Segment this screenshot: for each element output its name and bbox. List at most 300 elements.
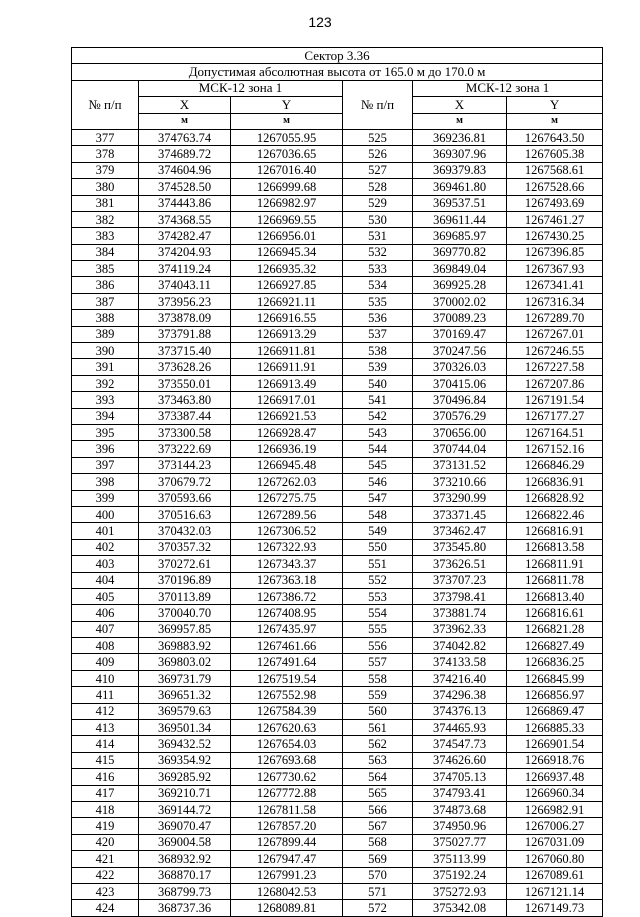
x-right-cell: 374376.13 <box>413 703 507 719</box>
num-left-cell: 387 <box>72 293 139 309</box>
x-right-cell: 375272.93 <box>413 883 507 899</box>
table-row <box>72 146 603 162</box>
y-left-cell: 1267857.20 <box>231 818 343 834</box>
num-left-cell: 402 <box>72 539 139 555</box>
num-right-cell: 550 <box>343 539 413 555</box>
table-row <box>72 490 603 506</box>
num-left-cell: 386 <box>72 277 139 293</box>
x-left-cell: 369651.32 <box>139 687 231 703</box>
x-right-cell: 373626.51 <box>413 556 507 572</box>
num-right-cell: 526 <box>343 146 413 162</box>
num-left-cell: 388 <box>72 310 139 326</box>
x-left-cell: 374528.50 <box>139 179 231 195</box>
x-right-cell: 370744.04 <box>413 441 507 457</box>
y-left-cell: 1267654.03 <box>231 736 343 752</box>
num-left-cell: 396 <box>72 441 139 457</box>
col-num-right: № п/п <box>343 80 413 129</box>
table-row <box>72 720 603 736</box>
y-right-cell: 1266827.49 <box>507 638 603 654</box>
x-left-cell: 374604.96 <box>139 162 231 178</box>
table-row <box>72 277 603 293</box>
x-left-cell: 368799.73 <box>139 883 231 899</box>
num-right-cell: 538 <box>343 343 413 359</box>
table-row <box>72 687 603 703</box>
y-left-cell: 1267584.39 <box>231 703 343 719</box>
x-left-cell: 369501.34 <box>139 720 231 736</box>
num-left-cell: 384 <box>72 244 139 260</box>
num-right-cell: 541 <box>343 392 413 408</box>
y-right-cell: 1267461.27 <box>507 211 603 227</box>
height-range: Допустимая абсолютная высота от 165.0 м до 170.0 м <box>72 64 603 80</box>
x-right-cell: 370415.06 <box>413 375 507 391</box>
x-right-cell: 369925.28 <box>413 277 507 293</box>
num-left-cell: 406 <box>72 605 139 621</box>
y-right-cell: 1266937.48 <box>507 769 603 785</box>
num-right-cell: 557 <box>343 654 413 670</box>
x-right-cell: 373881.74 <box>413 605 507 621</box>
x-right-cell: 374296.38 <box>413 687 507 703</box>
num-right-cell: 562 <box>343 736 413 752</box>
x-right-cell: 374873.68 <box>413 801 507 817</box>
y-right-cell: 1267227.58 <box>507 359 603 375</box>
y-left-cell: 1267519.54 <box>231 670 343 686</box>
y-right-cell: 1266816.91 <box>507 523 603 539</box>
x-right-cell: 374547.73 <box>413 736 507 752</box>
col-system-left: МСК-12 зона 1 <box>139 80 343 96</box>
x-left-cell: 368932.92 <box>139 851 231 867</box>
col-x-left: X <box>139 97 231 113</box>
coordinates-table <box>71 47 603 917</box>
y-right-cell: 1266901.54 <box>507 736 603 752</box>
table-row <box>72 244 603 260</box>
table-row <box>72 162 603 178</box>
x-left-cell: 374043.11 <box>139 277 231 293</box>
num-right-cell: 571 <box>343 883 413 899</box>
x-right-cell: 370089.23 <box>413 310 507 326</box>
x-left-cell: 373300.58 <box>139 424 231 440</box>
x-right-cell: 369379.83 <box>413 162 507 178</box>
unit-x-right: м <box>413 113 507 129</box>
x-left-cell: 373628.26 <box>139 359 231 375</box>
y-right-cell: 1267430.25 <box>507 228 603 244</box>
x-left-cell: 368870.17 <box>139 867 231 883</box>
x-left-cell: 373878.09 <box>139 310 231 326</box>
x-left-cell: 370679.72 <box>139 474 231 490</box>
y-right-cell: 1267152.16 <box>507 441 603 457</box>
y-left-cell: 1267386.72 <box>231 588 343 604</box>
num-left-cell: 417 <box>72 785 139 801</box>
y-left-cell: 1267620.63 <box>231 720 343 736</box>
y-right-cell: 1267207.86 <box>507 375 603 391</box>
x-left-cell: 370593.66 <box>139 490 231 506</box>
table-row <box>72 834 603 850</box>
col-y-right: Y <box>507 97 603 113</box>
y-left-cell: 1267693.68 <box>231 752 343 768</box>
num-right-cell: 531 <box>343 228 413 244</box>
num-left-cell: 378 <box>72 146 139 162</box>
x-left-cell: 369070.47 <box>139 818 231 834</box>
y-right-cell: 1267246.55 <box>507 343 603 359</box>
table-row <box>72 523 603 539</box>
num-left-cell: 419 <box>72 818 139 834</box>
y-left-cell: 1266928.47 <box>231 424 343 440</box>
x-right-cell: 374705.13 <box>413 769 507 785</box>
num-left-cell: 393 <box>72 392 139 408</box>
y-right-cell: 1267367.93 <box>507 261 603 277</box>
y-right-cell: 1267289.70 <box>507 310 603 326</box>
y-left-cell: 1266913.49 <box>231 375 343 391</box>
x-left-cell: 369354.92 <box>139 752 231 768</box>
num-right-cell: 529 <box>343 195 413 211</box>
x-right-cell: 369685.97 <box>413 228 507 244</box>
y-right-cell: 1267341.41 <box>507 277 603 293</box>
y-left-cell: 1266945.34 <box>231 244 343 260</box>
y-left-cell: 1267899.44 <box>231 834 343 850</box>
unit-y-right: м <box>507 113 603 129</box>
num-right-cell: 561 <box>343 720 413 736</box>
y-right-cell: 1266846.29 <box>507 457 603 473</box>
y-left-cell: 1267947.47 <box>231 851 343 867</box>
num-left-cell: 379 <box>72 162 139 178</box>
y-right-cell: 1266836.91 <box>507 474 603 490</box>
y-right-cell: 1267396.85 <box>507 244 603 260</box>
x-left-cell: 373550.01 <box>139 375 231 391</box>
table-row <box>72 638 603 654</box>
y-left-cell: 1266969.55 <box>231 211 343 227</box>
x-right-cell: 370496.84 <box>413 392 507 408</box>
num-right-cell: 549 <box>343 523 413 539</box>
y-left-cell: 1267730.62 <box>231 769 343 785</box>
num-right-cell: 555 <box>343 621 413 637</box>
y-right-cell: 1267089.61 <box>507 867 603 883</box>
num-right-cell: 533 <box>343 261 413 277</box>
y-left-cell: 1266999.68 <box>231 179 343 195</box>
x-left-cell: 374689.72 <box>139 146 231 162</box>
x-left-cell: 370272.61 <box>139 556 231 572</box>
x-right-cell: 369236.81 <box>413 129 507 145</box>
sector-title: Сектор 3.36 <box>72 48 603 64</box>
x-right-cell: 370002.02 <box>413 293 507 309</box>
y-right-cell: 1267031.09 <box>507 834 603 850</box>
x-right-cell: 375027.77 <box>413 834 507 850</box>
num-right-cell: 544 <box>343 441 413 457</box>
y-right-cell: 1266885.33 <box>507 720 603 736</box>
y-left-cell: 1266982.97 <box>231 195 343 211</box>
num-left-cell: 403 <box>72 556 139 572</box>
num-right-cell: 551 <box>343 556 413 572</box>
y-left-cell: 1266913.29 <box>231 326 343 342</box>
y-right-cell: 1267191.54 <box>507 392 603 408</box>
num-right-cell: 528 <box>343 179 413 195</box>
x-left-cell: 370196.89 <box>139 572 231 588</box>
num-right-cell: 554 <box>343 605 413 621</box>
num-right-cell: 536 <box>343 310 413 326</box>
x-left-cell: 373387.44 <box>139 408 231 424</box>
y-right-cell: 1266813.58 <box>507 539 603 555</box>
num-left-cell: 400 <box>72 506 139 522</box>
table-row <box>72 785 603 801</box>
y-left-cell: 1267772.88 <box>231 785 343 801</box>
x-left-cell: 373144.23 <box>139 457 231 473</box>
num-left-cell: 411 <box>72 687 139 703</box>
x-left-cell: 373715.40 <box>139 343 231 359</box>
table-row <box>72 474 603 490</box>
num-left-cell: 409 <box>72 654 139 670</box>
num-right-cell: 545 <box>343 457 413 473</box>
num-left-cell: 424 <box>72 900 139 916</box>
num-right-cell: 548 <box>343 506 413 522</box>
x-right-cell: 370576.29 <box>413 408 507 424</box>
y-left-cell: 1267435.97 <box>231 621 343 637</box>
col-num-left: № п/п <box>72 80 139 129</box>
y-left-cell: 1267991.23 <box>231 867 343 883</box>
table-row <box>72 457 603 473</box>
table-row <box>72 326 603 342</box>
col-system-right: МСК-12 зона 1 <box>413 80 603 96</box>
y-right-cell: 1267316.34 <box>507 293 603 309</box>
num-left-cell: 414 <box>72 736 139 752</box>
num-right-cell: 570 <box>343 867 413 883</box>
y-left-cell: 1266916.55 <box>231 310 343 326</box>
table-row <box>72 736 603 752</box>
table-row <box>72 424 603 440</box>
num-right-cell: 534 <box>343 277 413 293</box>
x-right-cell: 373545.80 <box>413 539 507 555</box>
x-right-cell: 370656.00 <box>413 424 507 440</box>
x-right-cell: 373462.47 <box>413 523 507 539</box>
y-right-cell: 1266982.91 <box>507 801 603 817</box>
y-right-cell: 1267568.61 <box>507 162 603 178</box>
table-row <box>72 261 603 277</box>
table-row <box>72 539 603 555</box>
num-right-cell: 525 <box>343 129 413 145</box>
num-right-cell: 558 <box>343 670 413 686</box>
x-right-cell: 375342.08 <box>413 900 507 916</box>
y-left-cell: 1267055.95 <box>231 129 343 145</box>
y-right-cell: 1266816.61 <box>507 605 603 621</box>
num-left-cell: 413 <box>72 720 139 736</box>
x-left-cell: 374204.93 <box>139 244 231 260</box>
x-left-cell: 370432.03 <box>139 523 231 539</box>
num-left-cell: 421 <box>72 851 139 867</box>
table-row <box>72 506 603 522</box>
num-right-cell: 543 <box>343 424 413 440</box>
y-right-cell: 1267164.51 <box>507 424 603 440</box>
y-right-cell: 1267006.27 <box>507 818 603 834</box>
x-left-cell: 373956.23 <box>139 293 231 309</box>
x-right-cell: 373962.33 <box>413 621 507 637</box>
table-row <box>72 375 603 391</box>
y-right-cell: 1266821.28 <box>507 621 603 637</box>
y-left-cell: 1267343.37 <box>231 556 343 572</box>
x-left-cell: 368737.36 <box>139 900 231 916</box>
y-left-cell: 1266911.81 <box>231 343 343 359</box>
num-right-cell: 552 <box>343 572 413 588</box>
table-row <box>72 588 603 604</box>
table-row <box>72 605 603 621</box>
y-right-cell: 1267643.50 <box>507 129 603 145</box>
y-left-cell: 1266921.53 <box>231 408 343 424</box>
num-right-cell: 572 <box>343 900 413 916</box>
num-left-cell: 380 <box>72 179 139 195</box>
num-left-cell: 415 <box>72 752 139 768</box>
table-row <box>72 556 603 572</box>
y-right-cell: 1266811.91 <box>507 556 603 572</box>
y-left-cell: 1267036.65 <box>231 146 343 162</box>
x-right-cell: 369849.04 <box>413 261 507 277</box>
y-left-cell: 1268042.53 <box>231 883 343 899</box>
x-left-cell: 370113.89 <box>139 588 231 604</box>
table-row <box>72 572 603 588</box>
x-right-cell: 369461.80 <box>413 179 507 195</box>
num-left-cell: 410 <box>72 670 139 686</box>
y-left-cell: 1266945.48 <box>231 457 343 473</box>
y-right-cell: 1266960.34 <box>507 785 603 801</box>
x-right-cell: 374950.96 <box>413 818 507 834</box>
table-row <box>72 654 603 670</box>
table-row <box>72 818 603 834</box>
num-right-cell: 542 <box>343 408 413 424</box>
num-left-cell: 399 <box>72 490 139 506</box>
x-right-cell: 374216.40 <box>413 670 507 686</box>
y-right-cell: 1266869.47 <box>507 703 603 719</box>
x-right-cell: 373131.52 <box>413 457 507 473</box>
y-left-cell: 1268089.81 <box>231 900 343 916</box>
num-left-cell: 377 <box>72 129 139 145</box>
y-left-cell: 1266956.01 <box>231 228 343 244</box>
x-left-cell: 374282.47 <box>139 228 231 244</box>
x-left-cell: 370040.70 <box>139 605 231 621</box>
num-right-cell: 569 <box>343 851 413 867</box>
x-right-cell: 374133.58 <box>413 654 507 670</box>
y-right-cell: 1266813.40 <box>507 588 603 604</box>
y-left-cell: 1266935.32 <box>231 261 343 277</box>
table-row <box>72 752 603 768</box>
table-row <box>72 801 603 817</box>
num-left-cell: 420 <box>72 834 139 850</box>
y-right-cell: 1266828.92 <box>507 490 603 506</box>
unit-y-left: м <box>231 113 343 129</box>
num-right-cell: 547 <box>343 490 413 506</box>
y-left-cell: 1267461.66 <box>231 638 343 654</box>
num-left-cell: 401 <box>72 523 139 539</box>
y-left-cell: 1266911.91 <box>231 359 343 375</box>
y-left-cell: 1266917.01 <box>231 392 343 408</box>
x-right-cell: 369307.96 <box>413 146 507 162</box>
x-right-cell: 375192.24 <box>413 867 507 883</box>
x-right-cell: 373210.66 <box>413 474 507 490</box>
x-left-cell: 374443.86 <box>139 195 231 211</box>
y-right-cell: 1266811.78 <box>507 572 603 588</box>
x-right-cell: 373798.41 <box>413 588 507 604</box>
table-row <box>72 179 603 195</box>
x-right-cell: 369770.82 <box>413 244 507 260</box>
y-right-cell: 1267060.80 <box>507 851 603 867</box>
num-left-cell: 398 <box>72 474 139 490</box>
y-right-cell: 1267149.73 <box>507 900 603 916</box>
num-left-cell: 382 <box>72 211 139 227</box>
x-right-cell: 374042.82 <box>413 638 507 654</box>
num-left-cell: 395 <box>72 424 139 440</box>
num-right-cell: 559 <box>343 687 413 703</box>
table-row <box>72 408 603 424</box>
table-row <box>72 621 603 637</box>
y-left-cell: 1267306.52 <box>231 523 343 539</box>
num-left-cell: 394 <box>72 408 139 424</box>
x-right-cell: 373371.45 <box>413 506 507 522</box>
y-left-cell: 1266921.11 <box>231 293 343 309</box>
y-right-cell: 1267493.69 <box>507 195 603 211</box>
num-left-cell: 404 <box>72 572 139 588</box>
table-row <box>72 211 603 227</box>
num-left-cell: 381 <box>72 195 139 211</box>
y-left-cell: 1267408.95 <box>231 605 343 621</box>
x-right-cell: 370247.56 <box>413 343 507 359</box>
x-left-cell: 369004.58 <box>139 834 231 850</box>
num-right-cell: 539 <box>343 359 413 375</box>
table-row <box>72 883 603 899</box>
x-right-cell: 374465.93 <box>413 720 507 736</box>
x-left-cell: 373463.80 <box>139 392 231 408</box>
num-right-cell: 527 <box>343 162 413 178</box>
num-right-cell: 532 <box>343 244 413 260</box>
x-right-cell: 373707.23 <box>413 572 507 588</box>
x-left-cell: 369144.72 <box>139 801 231 817</box>
y-left-cell: 1267289.56 <box>231 506 343 522</box>
x-left-cell: 369579.63 <box>139 703 231 719</box>
num-right-cell: 537 <box>343 326 413 342</box>
y-right-cell: 1267177.27 <box>507 408 603 424</box>
y-left-cell: 1267016.40 <box>231 162 343 178</box>
y-right-cell: 1267605.38 <box>507 146 603 162</box>
num-left-cell: 385 <box>72 261 139 277</box>
y-left-cell: 1267275.75 <box>231 490 343 506</box>
table-row <box>72 310 603 326</box>
num-right-cell: 553 <box>343 588 413 604</box>
num-right-cell: 535 <box>343 293 413 309</box>
y-left-cell: 1266927.85 <box>231 277 343 293</box>
y-left-cell: 1267363.18 <box>231 572 343 588</box>
num-right-cell: 530 <box>343 211 413 227</box>
num-right-cell: 568 <box>343 834 413 850</box>
y-left-cell: 1267811.58 <box>231 801 343 817</box>
y-right-cell: 1266856.97 <box>507 687 603 703</box>
num-left-cell: 383 <box>72 228 139 244</box>
table-row <box>72 441 603 457</box>
unit-x-left: м <box>139 113 231 129</box>
num-left-cell: 389 <box>72 326 139 342</box>
num-left-cell: 422 <box>72 867 139 883</box>
x-left-cell: 374763.74 <box>139 129 231 145</box>
table-row <box>72 359 603 375</box>
num-left-cell: 408 <box>72 638 139 654</box>
x-left-cell: 373791.88 <box>139 326 231 342</box>
num-left-cell: 423 <box>72 883 139 899</box>
num-left-cell: 407 <box>72 621 139 637</box>
table-row <box>72 228 603 244</box>
num-right-cell: 566 <box>343 801 413 817</box>
table-row <box>72 343 603 359</box>
num-right-cell: 556 <box>343 638 413 654</box>
num-left-cell: 405 <box>72 588 139 604</box>
num-right-cell: 540 <box>343 375 413 391</box>
table-row <box>72 670 603 686</box>
x-right-cell: 370326.03 <box>413 359 507 375</box>
x-left-cell: 374119.24 <box>139 261 231 277</box>
x-left-cell: 374368.55 <box>139 211 231 227</box>
x-left-cell: 370516.63 <box>139 506 231 522</box>
y-right-cell: 1267528.66 <box>507 179 603 195</box>
